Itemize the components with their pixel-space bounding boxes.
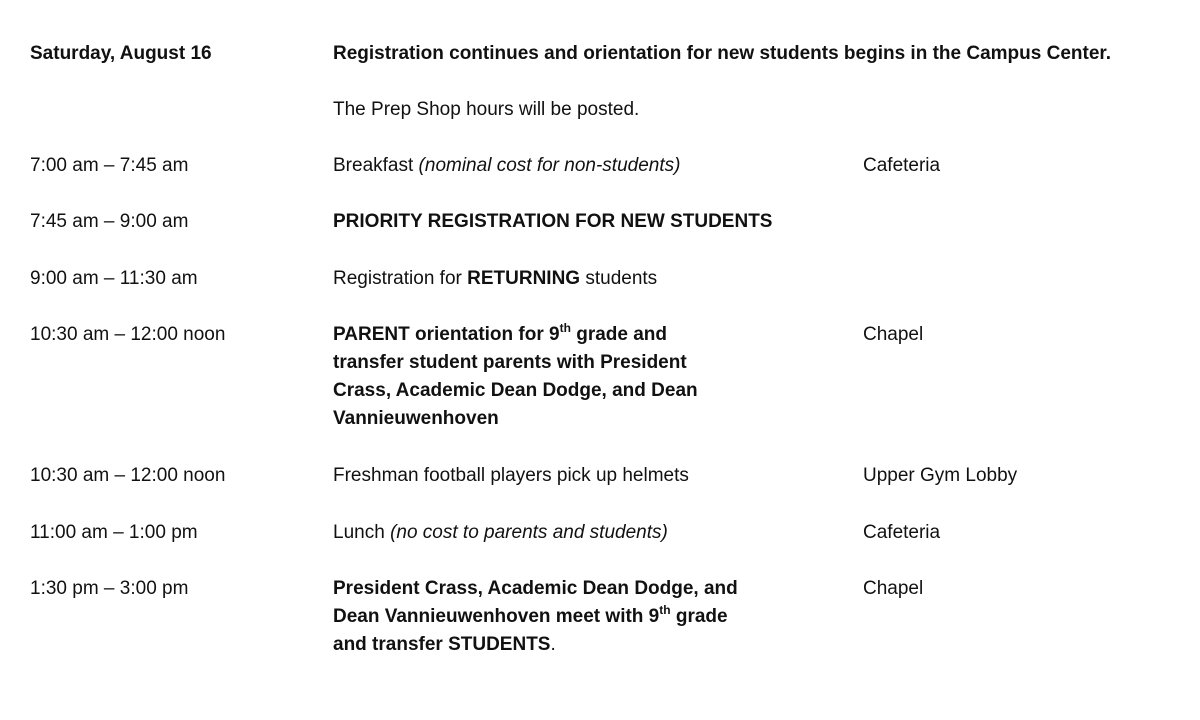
ordinal-suffix: th [659, 602, 671, 617]
event-text: Registration for [333, 268, 462, 289]
location-cell: Chapel [863, 578, 924, 599]
event-cell: Freshman football players pick up helmets [333, 465, 689, 486]
location-cell: Cafeteria [863, 155, 941, 176]
event-cell [333, 519, 853, 547]
time-cell: 10:30 am – 12:00 noon [30, 324, 226, 345]
time-cell: 7:45 am – 9:00 am [30, 211, 189, 232]
event-cell: PRIORITY REGISTRATION FOR NEW STUDENTS [333, 211, 773, 232]
event-cell [333, 321, 733, 433]
event-text: PARENT orientation for 9 [333, 324, 560, 345]
schedule-intro: Registration continues and orientation for new students begins in the Campus Center. [333, 43, 1112, 64]
event-text: grade and transfer student parents with President Crass, Academic Dean Dodge, and Dean Vannieuwenhoven [333, 324, 698, 429]
schedule-date: Saturday, August 16 [30, 43, 212, 64]
event-text: grade and transfer STUDENTS [333, 606, 728, 655]
location-cell: Upper Gym Lobby [863, 465, 1018, 486]
event-note: (no cost to parents and students) [390, 522, 668, 543]
prep-shop-note: The Prep Shop hours will be posted. [333, 99, 640, 120]
event-text: President Crass, Academic Dean Dodge, and Dean Vannieuwenhoven meet with 9 [333, 578, 738, 627]
location-cell: Cafeteria [863, 522, 941, 543]
ordinal-suffix: th [559, 320, 571, 335]
time-cell: 1:30 pm – 3:00 pm [30, 578, 189, 599]
event-text: Breakfast [333, 155, 414, 176]
event-emphasis: RETURNING [467, 268, 581, 289]
time-cell: 11:00 am – 1:00 pm [30, 522, 198, 543]
time-cell: 7:00 am – 7:45 am [30, 155, 189, 176]
event-note: (nominal cost for non-students) [418, 155, 681, 176]
event-text: Lunch [333, 522, 385, 543]
event-cell [333, 265, 853, 293]
time-cell: 9:00 am – 11:30 am [30, 268, 198, 289]
event-cell [333, 575, 753, 659]
location-cell: Chapel [863, 324, 924, 345]
event-text: students [585, 268, 658, 289]
event-cell [333, 152, 853, 180]
event-end: . [550, 634, 556, 655]
time-cell: 10:30 am – 12:00 noon [30, 465, 226, 486]
